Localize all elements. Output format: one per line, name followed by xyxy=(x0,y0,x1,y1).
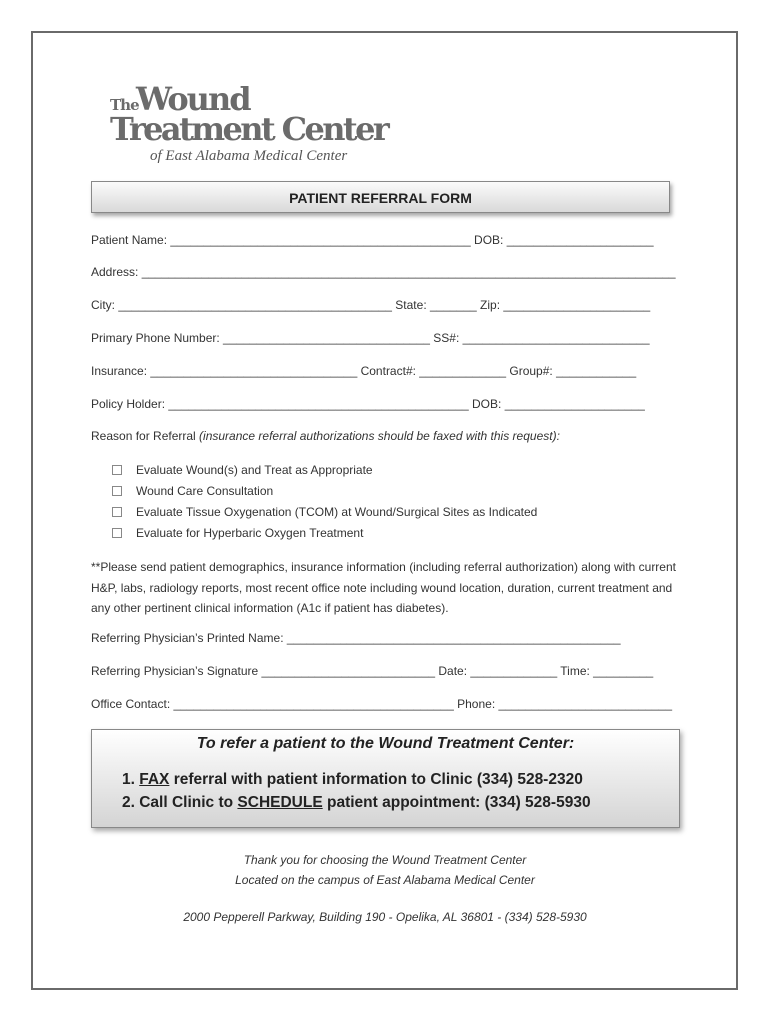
address-row[interactable] xyxy=(91,265,674,283)
checkbox[interactable] xyxy=(112,486,122,496)
phone-ssn-row[interactable] xyxy=(91,331,674,349)
referral-options xyxy=(112,462,537,546)
physician-signature-row[interactable] xyxy=(91,664,674,682)
option-label: Wound Care Consultation xyxy=(136,484,274,498)
policy-holder-row[interactable] xyxy=(91,397,674,415)
step-keyword-fax: FAX xyxy=(139,771,170,788)
step-prefix: Call Clinic to xyxy=(139,794,238,811)
physician-signature-text: Referring Physician’s Signature __________________________ Date: _____________ Time: _________ xyxy=(91,664,654,678)
insurance-text: Insurance: _______________________________ Contract#: _____________ Group#: ____________ xyxy=(91,364,637,378)
step-number: 1. xyxy=(122,771,140,788)
patient-name-dob-row[interactable] xyxy=(91,233,674,251)
physician-name-row[interactable] xyxy=(91,631,674,649)
step-text: patient appointment: (334) 528-5930 xyxy=(322,794,591,811)
option-label: Evaluate for Hyperbaric Oxygen Treatment xyxy=(136,526,364,540)
option-tcom[interactable] xyxy=(112,504,537,525)
option-hyperbaric[interactable] xyxy=(112,525,537,546)
instructions-paragraph: **Please send patient demographics, insurance information (including referral authorization) along with current H&P, labs, radiology reports, most recent office note including wound location, duration, current treatment and any other pertinent clinical information (A1c if patient has diabetes). xyxy=(91,560,676,615)
step-keyword-schedule: SCHEDULE xyxy=(237,794,323,811)
checkbox[interactable] xyxy=(112,507,122,517)
footer-thanks: Thank you for choosing the Wound Treatment Center xyxy=(243,853,527,867)
step-schedule xyxy=(122,794,591,812)
option-label: Evaluate Tissue Oxygenation (TCOM) at Wound/Surgical Sites as Indicated xyxy=(136,505,538,519)
city-state-zip-text: City: _________________________________________ State: _______ Zip: ______________________ xyxy=(91,298,651,312)
refer-instructions-box xyxy=(91,729,680,828)
option-label: Evaluate Wound(s) and Treat as Appropriate xyxy=(136,463,373,477)
checkbox[interactable] xyxy=(112,528,122,538)
physician-name-text: Referring Physician’s Printed Name: __________________________________________________ xyxy=(91,631,621,645)
footer-address: 2000 Pepperell Parkway, Building 190 - Opelika, AL 36801 - (334) 528-5930 xyxy=(183,910,587,924)
address-text: Address: ________________________________________________________________________________ xyxy=(91,265,676,279)
logo-subtitle: of East Alabama Medical Center xyxy=(150,148,348,164)
office-contact-text: Office Contact: __________________________________________ Phone: __________________________ xyxy=(91,697,673,711)
checkbox[interactable] xyxy=(112,465,122,475)
phone-ssn-text: Primary Phone Number: _______________________________ SS#: ____________________________ xyxy=(91,331,650,345)
logo-treatment-center: Treatment Center xyxy=(110,110,388,148)
reason-label: Reason for Referral xyxy=(91,429,200,443)
form-title: PATIENT REFERRAL FORM xyxy=(91,181,670,213)
office-contact-row[interactable] xyxy=(91,697,674,715)
logo-the: The xyxy=(110,96,139,114)
logo-wound: Wound xyxy=(136,80,250,118)
city-state-zip-row[interactable] xyxy=(91,298,674,316)
reason-note: (insurance referral authorizations should be faxed with this request): xyxy=(199,429,560,443)
logo xyxy=(108,80,388,168)
step-number: 2. xyxy=(122,794,140,811)
refer-heading: To refer a patient to the Wound Treatment Center: xyxy=(196,735,575,752)
patient-name-dob-text: Patient Name: _____________________________________________ DOB: ______________________ xyxy=(91,233,654,247)
footer-location: Located on the campus of East Alabama Medical Center xyxy=(235,873,535,887)
policy-holder-text: Policy Holder: _____________________________________________ DOB: _____________________ xyxy=(91,397,645,411)
insurance-row[interactable] xyxy=(91,364,674,382)
option-evaluate-wound[interactable] xyxy=(112,462,537,483)
step-text: referral with patient information to Clinic (334) 528-2320 xyxy=(169,771,583,788)
step-fax xyxy=(122,771,583,789)
option-wound-care-consultation[interactable] xyxy=(112,483,537,504)
reason-for-referral xyxy=(91,429,560,443)
